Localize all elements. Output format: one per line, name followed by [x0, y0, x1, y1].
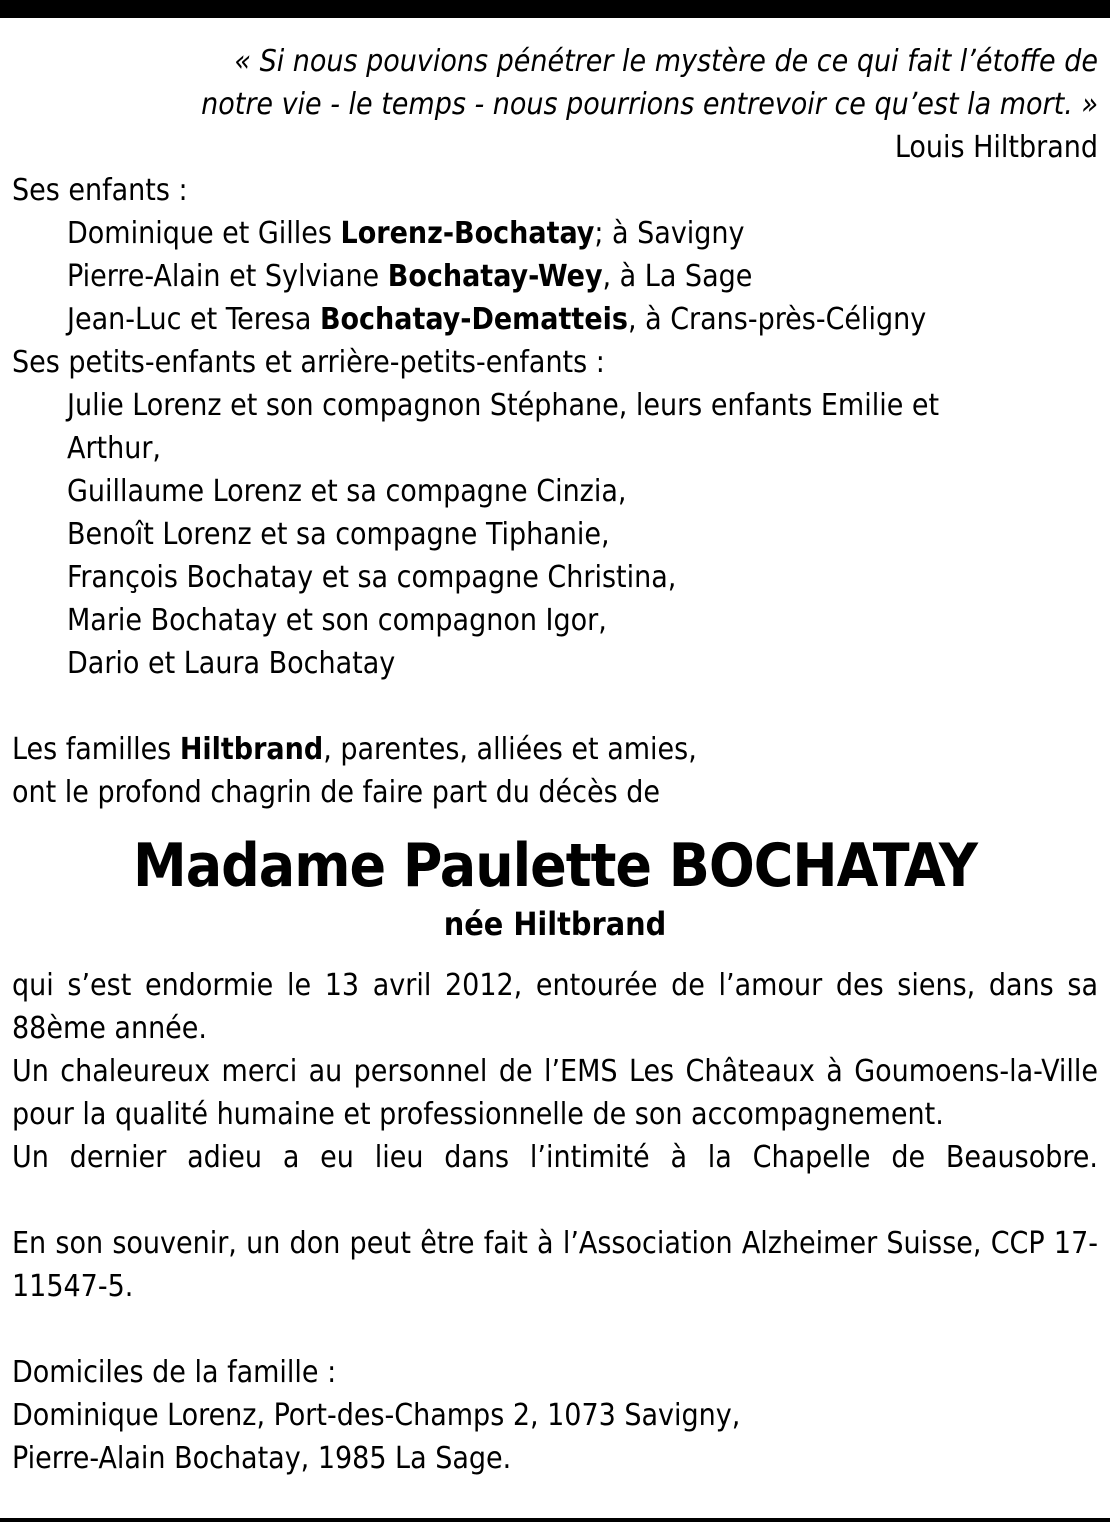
obituary-notice [12, 40, 1098, 1480]
quote-line-1: « Si nous pouvions pénétrer le mystère de ce qui fait l’étoffe de [234, 44, 1098, 79]
quote-author: Louis Hiltbrand [894, 130, 1098, 165]
child-names: Jean-Luc et Teresa [67, 302, 320, 337]
maiden-name: née Hiltbrand [443, 905, 667, 943]
domiciles-heading: Domiciles de la famille : [12, 1355, 337, 1390]
families-line [12, 728, 1098, 771]
child-names: Pierre-Alain et Sylviane [67, 259, 388, 294]
grandchildren-heading: Ses petits-enfants et arrière-petits-enfants : [12, 345, 605, 380]
child-item [67, 298, 1098, 341]
families-prefix: Les familles [12, 732, 180, 767]
child-names: Dominique et Gilles [67, 216, 341, 251]
donation-paragraph: En son souvenir, un don peut être fait à l’Association Alzheimer Suisse, CCP 17-11547-5. [12, 1226, 1098, 1304]
grandchild-item: François Bochatay et sa compagne Christina, [67, 560, 677, 595]
top-rule [0, 0, 1110, 18]
domicile-line: Dominique Lorenz, Port-des-Champs 2, 1073 Savigny, [12, 1398, 741, 1433]
children-list [12, 212, 1098, 341]
child-surname: Bochatay-Dematteis [319, 302, 628, 337]
bottom-rule [0, 1518, 1110, 1522]
thanks-paragraph: Un chaleureux merci au personnel de l’EMS Les Châteaux à Goumoens-la-Ville pour la qualité humaine et professionnelle de son accompagnement. [12, 1054, 1098, 1132]
child-location: ; à Savigny [594, 216, 745, 251]
child-surname: Bochatay-Wey [387, 259, 603, 294]
grandchild-item: Dario et Laura Bochatay [67, 646, 396, 681]
grandchild-item: Benoît Lorenz et sa compagne Tiphanie, [67, 517, 610, 552]
child-location: , à La Sage [602, 259, 753, 294]
child-surname: Lorenz-Bochatay [340, 216, 595, 251]
deceased-name: Madame Paulette BOCHATAY [133, 831, 977, 901]
grandchild-item: Marie Bochatay et son compagnon Igor, [67, 603, 607, 638]
announcement-line: ont le profond chagrin de faire part du décès de [12, 775, 661, 810]
domicile-line: Pierre-Alain Bochatay, 1985 La Sage. [12, 1441, 512, 1476]
grandchild-item: Julie Lorenz et son compagnon Stéphane, leurs enfants Emilie et Arthur, [67, 388, 940, 466]
child-item [67, 212, 1098, 255]
spacer [12, 685, 1098, 728]
children-heading: Ses enfants : [12, 173, 188, 208]
child-item [67, 255, 1098, 298]
spacer [12, 1308, 1098, 1351]
family-surname: Hiltbrand [179, 732, 324, 767]
spacer [12, 1179, 1098, 1222]
quote-line-2: notre vie - le temps - nous pourrions entrevoir ce qu’est la mort. » [201, 87, 1098, 122]
epigraph-quote [12, 40, 1098, 126]
grandchild-item: Guillaume Lorenz et sa compagne Cinzia, [67, 474, 627, 509]
families-suffix: , parentes, alliées et amies, [323, 732, 697, 767]
farewell-paragraph: Un dernier adieu a eu lieu dans l’intimité à la Chapelle de Beausobre. [12, 1140, 1098, 1175]
grandchildren-list [12, 384, 1098, 685]
death-paragraph: qui s’est endormie le 13 avril 2012, entourée de l’amour des siens, dans sa 88ème année. [12, 968, 1098, 1046]
child-location: , à Crans-près-Céligny [627, 302, 927, 337]
